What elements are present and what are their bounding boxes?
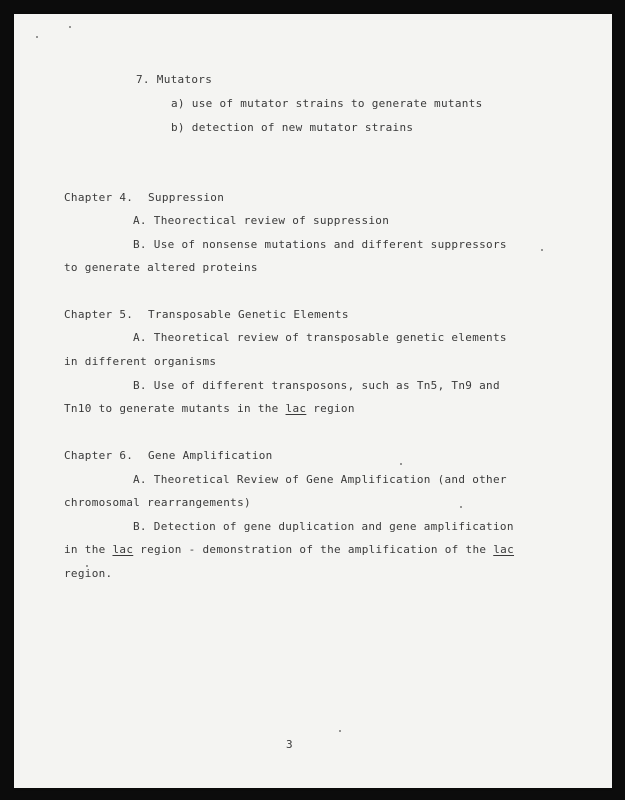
chapter4-item-b-line2: to generate altered proteins — [64, 261, 258, 274]
chapter6-item-b-line1: B. Detection of gene duplication and gene amplification — [133, 520, 514, 533]
paper-speck — [36, 36, 38, 38]
chapter6-heading: Chapter 6. — [64, 449, 134, 462]
chapter5-item-b-line1: B. Use of different transposons, such as Tn5, Tn9 and — [133, 379, 500, 392]
paper-speck — [86, 565, 88, 567]
paper-speck — [460, 506, 462, 508]
chapter4-item-b-line1: B. Use of nonsense mutations and different suppressors — [133, 238, 507, 251]
paper-speck — [400, 463, 402, 465]
chapter6-title: Gene Amplification — [148, 449, 273, 462]
lac-gene-name: lac — [285, 402, 307, 415]
chapter6-item-b-line2 — [64, 543, 514, 556]
lac-gene-name: lac — [112, 543, 134, 556]
chapter4-title: Suppression — [148, 191, 225, 204]
chapter4-item-a: A. Theorectical review of suppression — [133, 214, 390, 227]
paper-speck — [69, 26, 71, 28]
chapter6-item-b-line3: region. — [64, 567, 113, 580]
section7-item-a: a) use of mutator strains to generate mutants — [171, 97, 483, 110]
page-number: 3 — [286, 738, 293, 751]
chapter5-item-a-line2: in different organisms — [64, 355, 217, 368]
chapter5-item-b-line2 — [64, 402, 355, 415]
chapter6-item-a-line2: chromosomal rearrangements) — [64, 496, 251, 509]
paper-speck — [541, 249, 543, 251]
section7-item-b: b) detection of new mutator strains — [171, 121, 414, 134]
paper-speck — [339, 730, 341, 732]
section7-heading: 7. Mutators — [136, 73, 213, 86]
chapter6-item-a-line1: A. Theoretical Review of Gene Amplification (and other — [133, 473, 507, 486]
chapter5-heading: Chapter 5. — [64, 308, 134, 321]
document-page — [14, 14, 612, 788]
chapter6-text-mid: region - demonstration of the amplification of the — [133, 543, 494, 556]
chapter6-text-pre: in the — [64, 543, 113, 556]
chapter5-text-pre: Tn10 to generate mutants in the — [64, 402, 286, 415]
chapter5-item-a-line1: A. Theoretical review of transposable genetic elements — [133, 331, 507, 344]
lac-gene-name: lac — [493, 543, 515, 556]
chapter5-text-post: region — [306, 402, 355, 415]
chapter5-title: Transposable Genetic Elements — [148, 308, 349, 321]
chapter4-heading: Chapter 4. — [64, 191, 134, 204]
